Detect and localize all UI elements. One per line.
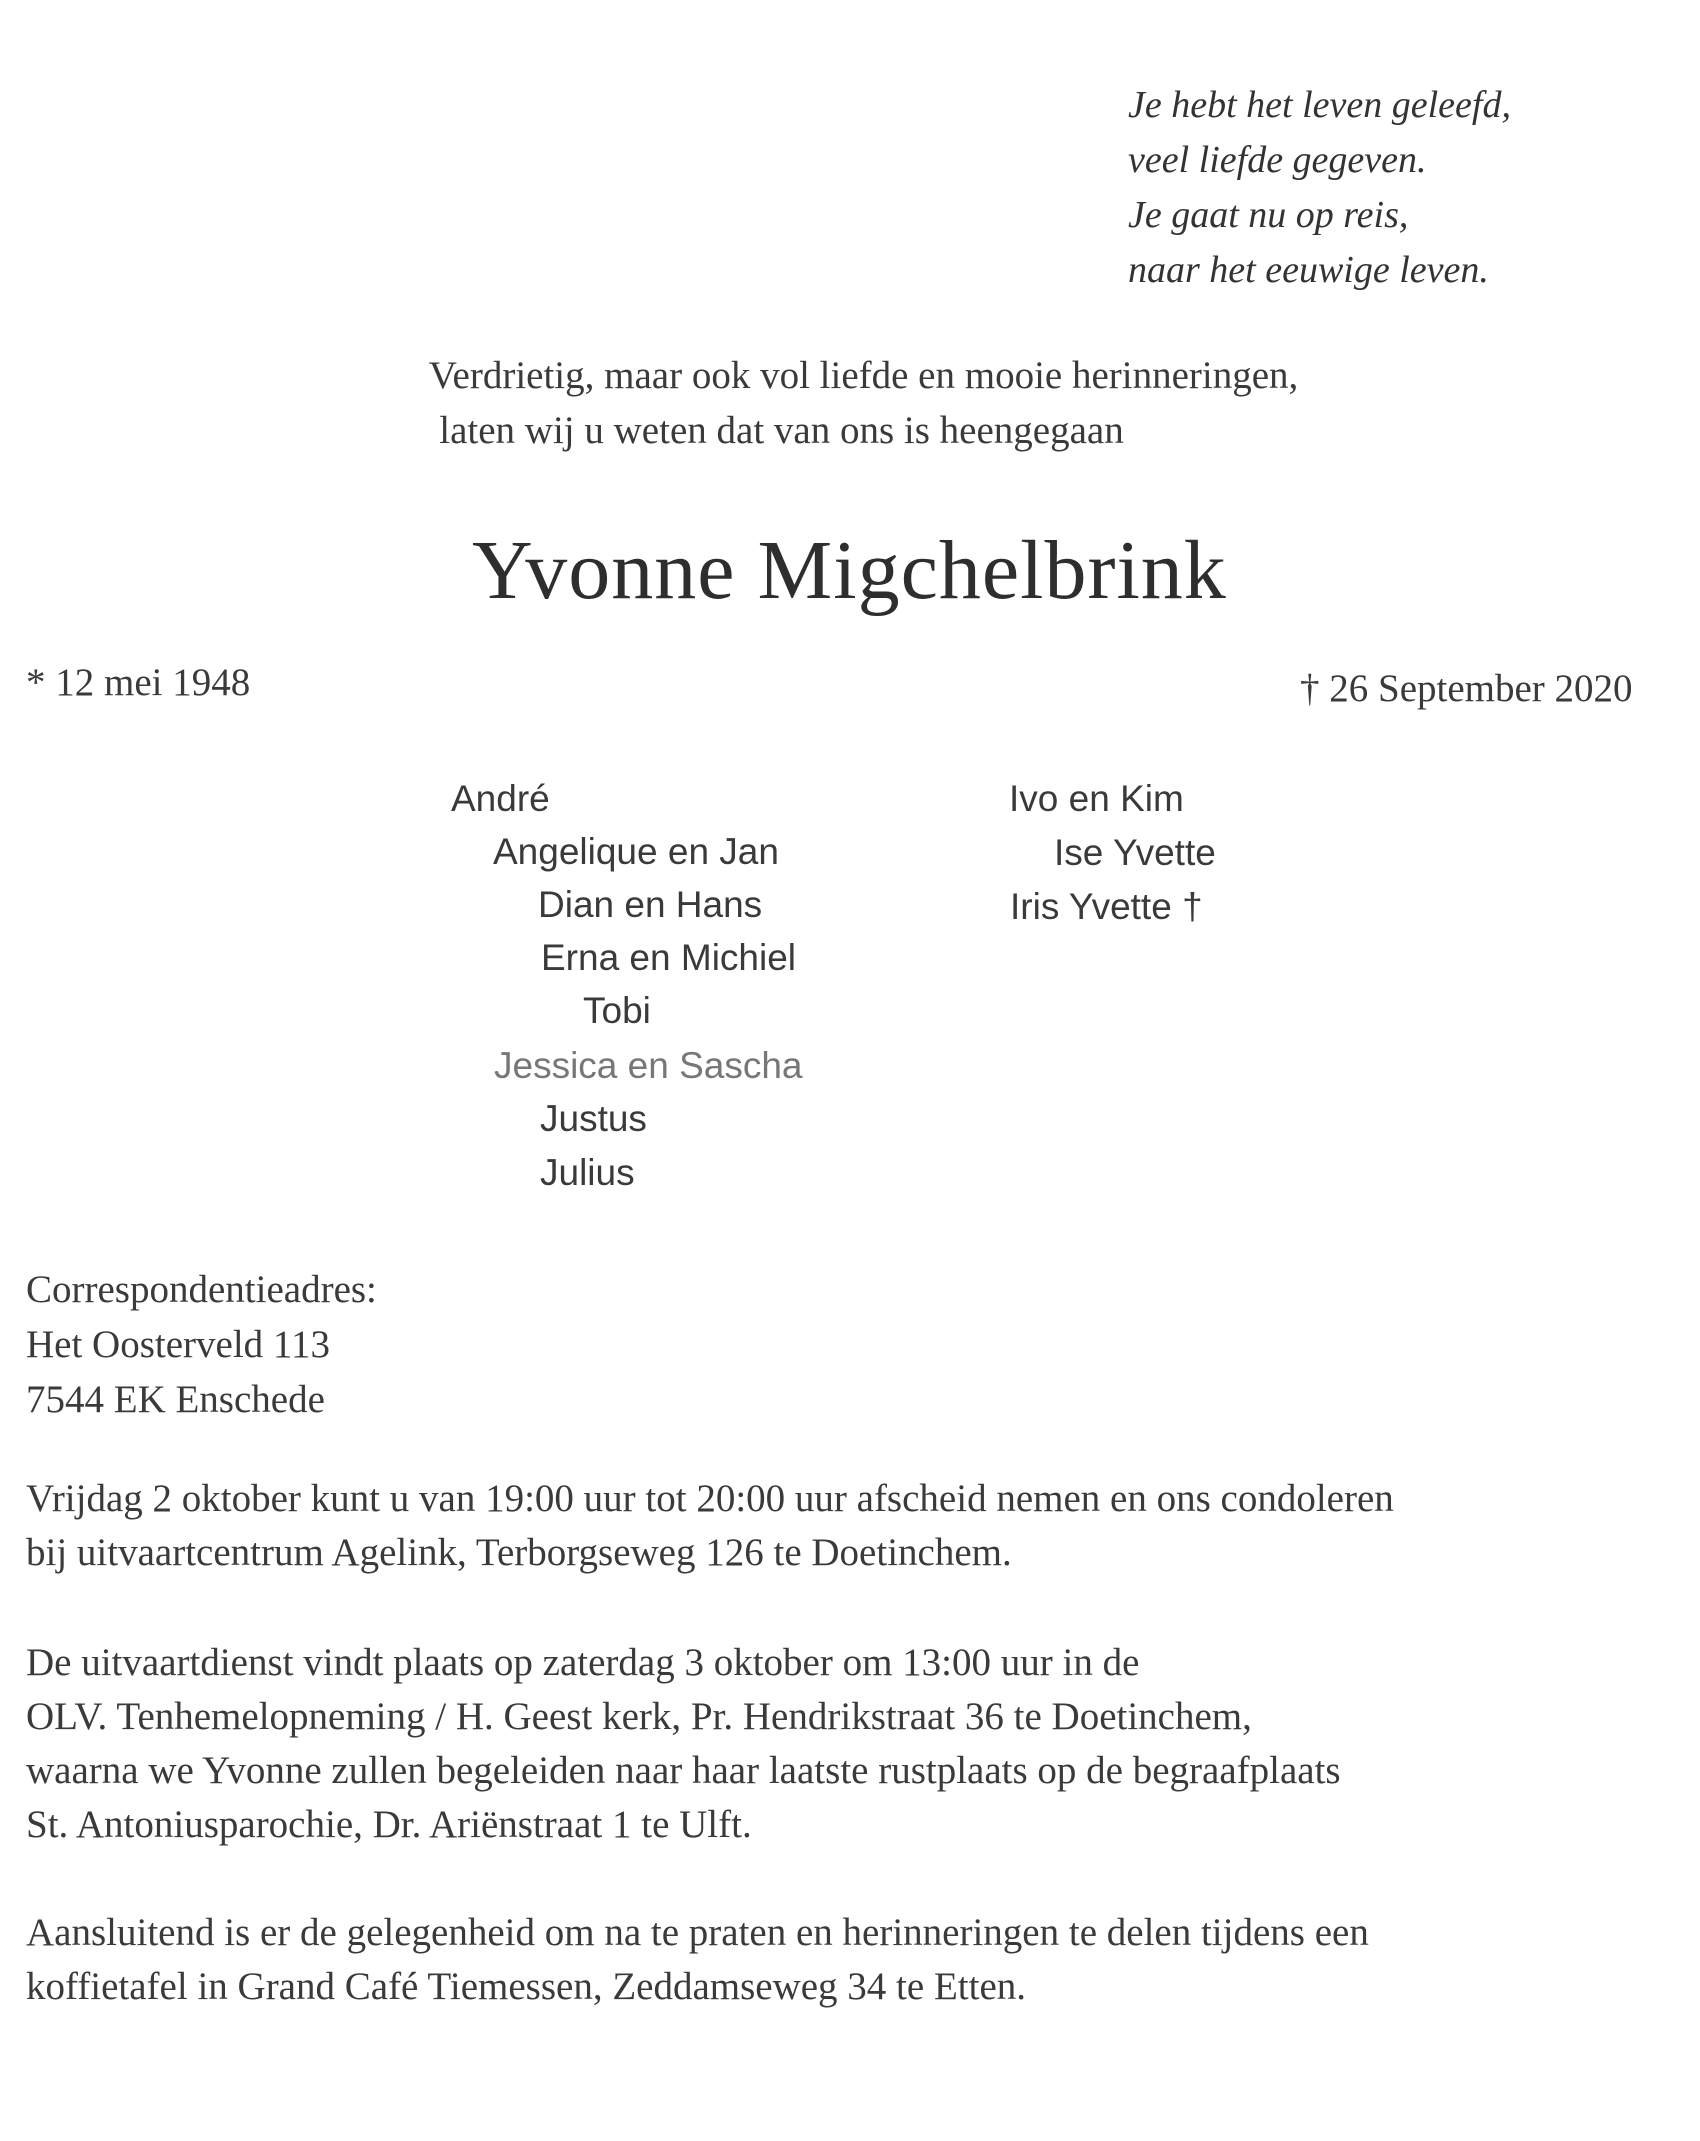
paragraph-line: koffietafel in Grand Café Tiemessen, Zeddamseweg 34 te Etten. <box>26 1965 1027 2008</box>
paragraph-line: waarna we Yvonne zullen begeleiden naar haar laatste rustplaats op de begraafplaats <box>26 1749 1341 1792</box>
paragraph-line: bij uitvaartcentrum Agelink, Terborgseweg 126 te Doetinchem. <box>26 1531 1012 1574</box>
correspondence-address <box>26 1262 377 1427</box>
intro-line: Verdrietig, maar ook vol liefde en mooie herinneringen, <box>428 354 1299 397</box>
paragraph-line: OLV. Tenhemelopneming / H. Geest kerk, Pr. Hendrikstraat 36 te Doetinchem, <box>26 1695 1252 1738</box>
service-paragraph <box>26 1636 1341 1852</box>
intro-line: laten wij u weten dat van ons is heengegaan <box>439 409 1124 452</box>
family-member: Ise Yvette <box>1054 832 1216 873</box>
family-member: Jessica en Sascha <box>494 1045 803 1086</box>
paragraph-line: Aansluitend is er de gelegenheid om na te praten en herinneringen te delen tijdens een <box>26 1911 1369 1954</box>
poem-line: veel liefde gegeven. <box>1128 139 1427 181</box>
reception-paragraph <box>26 1906 1369 2014</box>
family-member: Justus <box>540 1098 647 1139</box>
death-date: † 26 September 2020 <box>1300 667 1633 710</box>
poem-line: Je hebt het leven geleefd, <box>1128 84 1511 126</box>
family-member: Ivo en Kim <box>1009 778 1184 819</box>
address-line: Het Oosterveld 113 <box>26 1323 330 1366</box>
address-line: Correspondentieadres: <box>26 1268 377 1311</box>
intro-text <box>0 348 1700 458</box>
poem <box>1128 78 1511 298</box>
family-member: Angelique en Jan <box>493 831 779 872</box>
family-member: Dian en Hans <box>538 884 763 925</box>
paragraph-line: De uitvaartdienst vindt plaats op zaterdag 3 oktober om 13:00 uur in de <box>26 1641 1140 1684</box>
poem-line: naar het eeuwige leven. <box>1128 249 1489 291</box>
family-member: Tobi <box>583 990 651 1031</box>
family-member: Julius <box>540 1152 635 1193</box>
poem-line: Je gaat nu op reis, <box>1128 194 1409 236</box>
family-member: Iris Yvette † <box>1010 886 1203 927</box>
paragraph-line: Vrijdag 2 oktober kunt u van 19:00 uur tot 20:00 uur afscheid nemen en ons condoleren <box>26 1477 1394 1520</box>
family-member: Erna en Michiel <box>541 937 797 978</box>
viewing-paragraph <box>26 1472 1394 1580</box>
deceased-name: Yvonne Migchelbrink <box>472 524 1227 617</box>
address-line: 7544 EK Enschede <box>26 1378 325 1421</box>
family-member: André <box>451 778 550 819</box>
birth-date: * 12 mei 1948 <box>26 661 251 704</box>
paragraph-line: St. Antoniusparochie, Dr. Ariënstraat 1 te Ulft. <box>26 1803 752 1846</box>
